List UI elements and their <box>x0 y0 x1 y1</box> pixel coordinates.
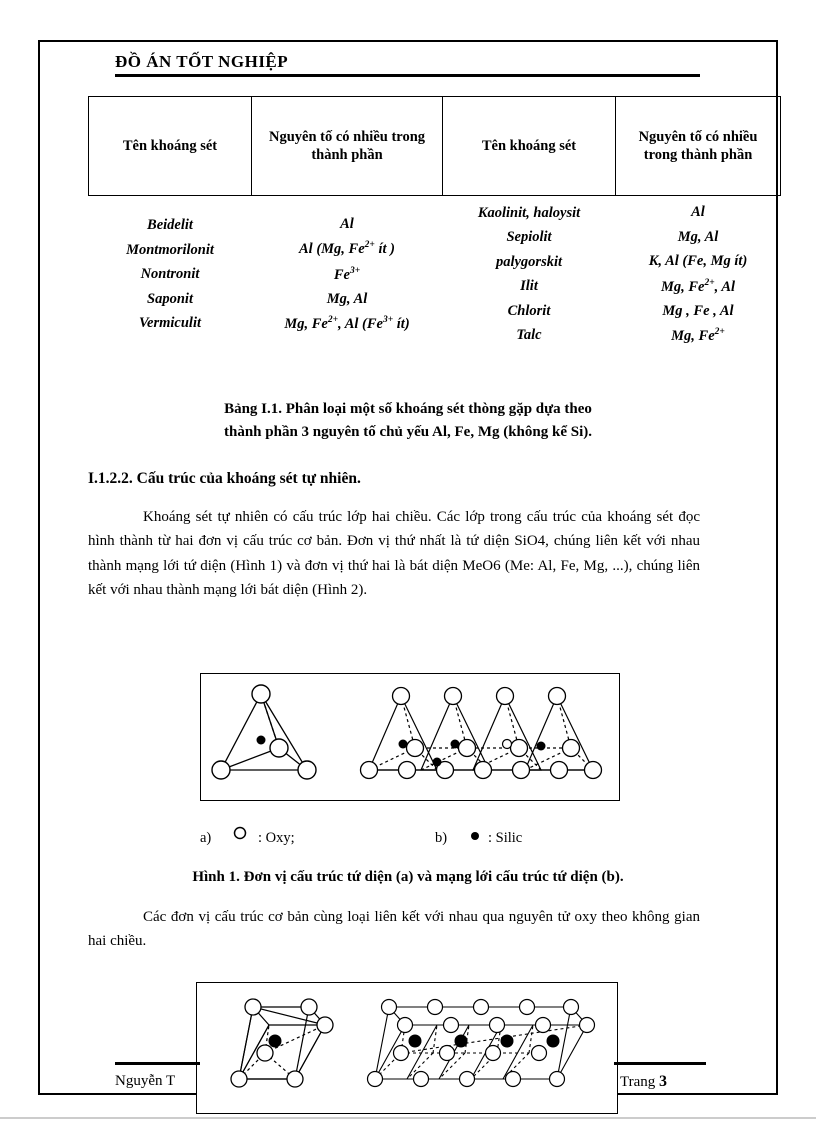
figure-2-svg <box>197 983 615 1111</box>
paragraph-2: Các đơn vị cấu trúc cơ bản cùng loại liên kết với nhau qua nguyên tử oxy theo không gian hai chiều. <box>88 909 700 950</box>
table-cell-elements-right <box>616 196 781 353</box>
footer-rule-right <box>614 1062 706 1065</box>
mineral-name: Chlorit <box>507 302 551 319</box>
page-bottom-edge <box>0 1117 816 1119</box>
mineral-elements: Al (Mg, $Fe^{2+}$ ít ) <box>299 240 395 258</box>
minerals-table <box>88 96 781 353</box>
table-header-cell: Tên khoáng sét <box>89 97 252 196</box>
table-header-row <box>89 97 781 196</box>
table-header-cell: Nguyên tố có nhiều trong thành phần <box>616 97 781 196</box>
mineral-elements: $Fe^{3+}$ <box>333 265 361 283</box>
mineral-name: Nontronit <box>140 266 200 283</box>
mineral-elements: Mg, Al <box>326 290 368 307</box>
mineral-elements: Al <box>691 204 705 220</box>
footer-author: Nguyễn T <box>115 1073 176 1089</box>
table-caption <box>88 398 728 445</box>
mineral-elements: Al <box>340 215 354 232</box>
mineral-name: Beidelit <box>147 217 193 234</box>
mineral-elements: Mg, Al <box>677 228 719 245</box>
mineral-name: Talc <box>516 327 542 344</box>
paragraph-1: Khoáng sét tự nhiên có cấu trúc lớp hai chiều. Các lớp trong cấu trúc của khoáng sét đọc hình thành từ hai đơn vị cấu trúc cơ bản. Đơn vị thứ nhất là tứ diện SiO4, chúng liên kết với nhau thành mạng lới tứ diện (Hình 1) và đơn vị thứ hai là bát diện MeO6 (Me: Al, Fe, Mg, ...), chúng liên kết với nhau thành mạng lới bát diện (Hình 2). <box>88 509 700 598</box>
table-caption-line1: Bảng I.1. Phân loại một số khoáng sét thòng gặp dựa theo <box>224 401 592 417</box>
mineral-elements: Mg, $Fe^{2+}$ <box>671 327 725 345</box>
table-header-cell: Nguyên tố có nhiều trong thành phần <box>252 97 443 196</box>
footer-rule-left <box>115 1062 200 1065</box>
mineral-elements: Mg, $Fe^{2+}$, Al ($Fe^{3+}$ ít) <box>284 315 410 333</box>
silicon-symbol-icon <box>468 827 482 848</box>
figure-1-caption: Hình 1. Đơn vị cấu trúc tứ diện (a) và mạng lới cấu trúc tứ diện (b). <box>192 869 624 885</box>
mineral-elements: Mg , Fe , Al <box>662 302 734 319</box>
header-title: ĐỒ ÁN TỐT NGHIỆP <box>115 52 289 71</box>
oxygen-symbol-icon <box>232 824 248 845</box>
mineral-name: Ilit <box>520 278 538 295</box>
table-cell-elements-left <box>252 196 443 353</box>
mineral-name: Sepiolit <box>506 229 552 246</box>
table-body-row <box>89 196 781 353</box>
table-caption-line2: thành phần 3 nguyên tố chủ yếu Al, Fe, Mg (không kể Si). <box>224 424 592 441</box>
mineral-elements: Mg, $Fe^{2+}$, Al <box>660 277 736 295</box>
table-header-cell: Tên khoáng sét <box>443 97 616 196</box>
legend-a-label: a) <box>200 830 212 846</box>
document-header <box>115 52 705 77</box>
figure-1-svg <box>201 674 617 798</box>
page-number: 3 <box>659 1073 668 1090</box>
footer-page-label <box>620 1073 667 1091</box>
mineral-name: Montmorilonit <box>126 241 214 258</box>
legend-a-text: : Oxy; <box>258 830 295 846</box>
legend-b-label: b) <box>435 830 448 846</box>
table-cell-names-left <box>89 196 252 353</box>
mineral-name: Saponit <box>147 290 193 307</box>
mineral-name: palygorskit <box>495 253 563 270</box>
header-rule <box>115 74 700 77</box>
figure-2-octahedra <box>196 982 618 1114</box>
footer-page-text: Trang <box>620 1074 656 1090</box>
mineral-name: Vermiculit <box>138 315 202 332</box>
mineral-name: Kaolinit, haloysit <box>477 204 581 221</box>
figure-1-tetrahedra <box>200 673 620 801</box>
table-cell-names-right <box>443 196 616 353</box>
section-heading: I.1.2.2. Cấu trúc của khoáng sét tự nhiên. <box>88 470 361 487</box>
legend-b-text: : Silic <box>488 830 523 846</box>
mineral-elements: K, Al (Fe, Mg ít) <box>648 253 748 269</box>
